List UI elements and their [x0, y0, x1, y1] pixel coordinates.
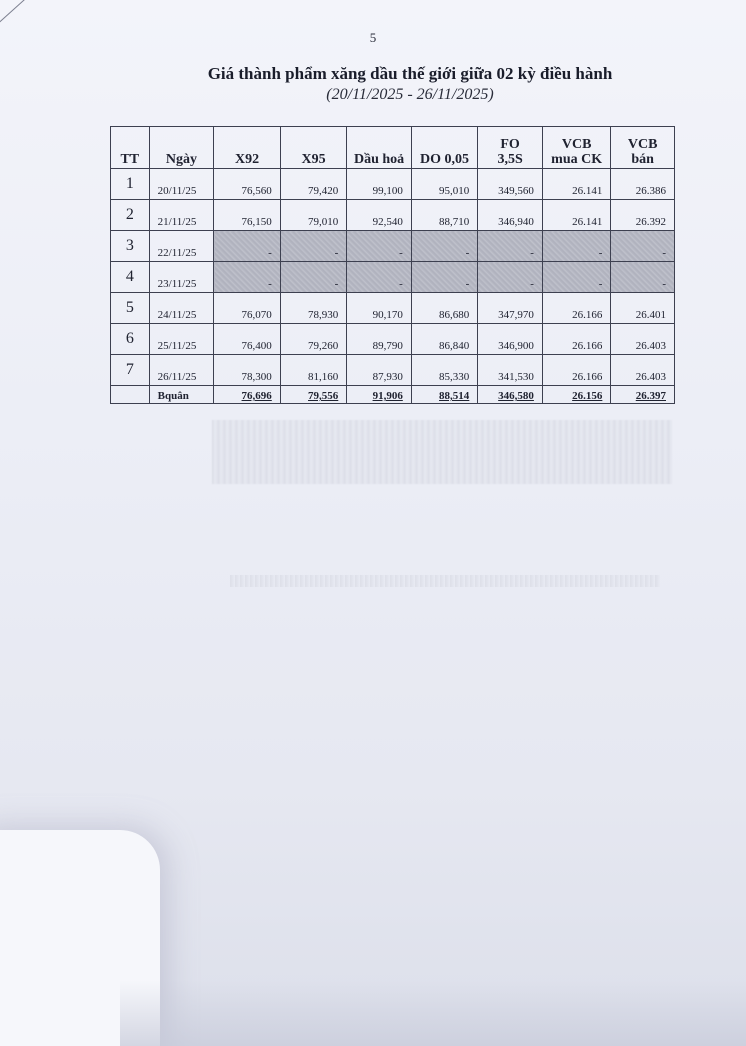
cell-vcb-ban: -: [611, 231, 675, 262]
cell-vcb-ban: 26.401: [611, 293, 675, 324]
cell-x92: -: [214, 231, 280, 262]
average-vcb-ban: 26.397: [611, 386, 675, 404]
cell-vcb-mua: 26.166: [542, 293, 610, 324]
cell-fo: 341,530: [478, 355, 543, 386]
cell-date: 20/11/25: [149, 169, 214, 200]
cell-dau-hoa: 87,930: [347, 355, 412, 386]
header-vcb-mua: [542, 127, 610, 169]
cell-fo: -: [478, 231, 543, 262]
cell-do: 86,840: [411, 324, 477, 355]
cell-dau-hoa: 99,100: [347, 169, 412, 200]
cell-fo: 347,970: [478, 293, 543, 324]
cell-dau-hoa: 89,790: [347, 324, 412, 355]
cell-vcb-mua: -: [542, 231, 610, 262]
cell-vcb-mua: 26.141: [542, 169, 610, 200]
header-fo-line2: 3,5S: [497, 152, 523, 167]
cell-fo: -: [478, 262, 543, 293]
scan-smudge: [212, 420, 672, 484]
cell-do: 86,680: [411, 293, 477, 324]
table-header-row: [111, 127, 675, 169]
average-do: 88,514: [411, 386, 477, 404]
table-row: [111, 293, 675, 324]
cell-do: -: [411, 231, 477, 262]
cell-vcb-mua: 26.166: [542, 355, 610, 386]
cell-vcb-ban: -: [611, 262, 675, 293]
table-row: [111, 231, 675, 262]
page-number: 5: [369, 30, 377, 45]
header-dau-hoa: Dầu hoả: [347, 127, 412, 169]
cell-do: 85,330: [411, 355, 477, 386]
cell-vcb-ban: 26.403: [611, 324, 675, 355]
average-dau-hoa: 91,906: [347, 386, 412, 404]
table-row: [111, 262, 675, 293]
cell-do: -: [411, 262, 477, 293]
cell-dau-hoa: -: [347, 231, 412, 262]
header-ngay: Ngày: [149, 127, 214, 169]
cell-tt: 7: [111, 355, 150, 386]
cell-date: 24/11/25: [149, 293, 214, 324]
cell-tt-empty: [111, 386, 150, 404]
cell-fo: 349,560: [478, 169, 543, 200]
cell-x92: 76,400: [214, 324, 280, 355]
table-row: [111, 324, 675, 355]
cell-vcb-mua: 26.141: [542, 200, 610, 231]
cell-x95: 79,260: [280, 324, 346, 355]
cell-x92: -: [214, 262, 280, 293]
cell-x92: 76,150: [214, 200, 280, 231]
cell-fo: 346,940: [478, 200, 543, 231]
header-vcb-ban: [611, 127, 675, 169]
average-x95: 79,556: [280, 386, 346, 404]
cell-x95: -: [280, 231, 346, 262]
header-x92: X92: [214, 127, 280, 169]
average-vcb-mua: 26.156: [542, 386, 610, 404]
header-fo: [478, 127, 543, 169]
cell-tt: 5: [111, 293, 150, 324]
header-vcb-mua-line1: VCB: [561, 137, 592, 152]
cell-dau-hoa: 92,540: [347, 200, 412, 231]
header-vcb-mua-line2: mua CK: [551, 152, 603, 167]
table-row: [111, 355, 675, 386]
cell-vcb-mua: 26.166: [542, 324, 610, 355]
cell-x95: -: [280, 262, 346, 293]
cell-date: 22/11/25: [149, 231, 214, 262]
table-row: [111, 200, 675, 231]
cell-x95: 78,930: [280, 293, 346, 324]
cell-vcb-ban: 26.392: [611, 200, 675, 231]
cell-vcb-mua: -: [542, 262, 610, 293]
cell-tt: 4: [111, 262, 150, 293]
bottom-shadow: [120, 980, 746, 1046]
cell-fo: 346,900: [478, 324, 543, 355]
cell-x95: 79,010: [280, 200, 346, 231]
cell-vcb-ban: 26.403: [611, 355, 675, 386]
table-row: [111, 169, 675, 200]
header-vcb-ban-line1: VCB: [627, 137, 658, 152]
paper-fold-line: [0, 0, 58, 31]
cell-do: 88,710: [411, 200, 477, 231]
scan-smudge: [230, 575, 660, 587]
header-fo-line1: FO: [500, 137, 520, 152]
cell-tt: 2: [111, 200, 150, 231]
header-tt: TT: [111, 127, 150, 169]
average-row: [111, 386, 675, 404]
header-x95: X95: [280, 127, 346, 169]
average-x92: 76,696: [214, 386, 280, 404]
cell-tt: 3: [111, 231, 150, 262]
cell-x95: 81,160: [280, 355, 346, 386]
cell-do: 95,010: [411, 169, 477, 200]
cell-date: 25/11/25: [149, 324, 214, 355]
cell-date: 21/11/25: [149, 200, 214, 231]
cell-tt: 6: [111, 324, 150, 355]
document-title: Giá thành phẩm xăng dầu thế giới giữa 02 kỳ điều hành: [207, 64, 613, 83]
cell-date: 23/11/25: [149, 262, 214, 293]
cell-dau-hoa: 90,170: [347, 293, 412, 324]
cell-x95: 79,420: [280, 169, 346, 200]
cell-x92: 76,070: [214, 293, 280, 324]
average-label: Bquân: [149, 386, 214, 404]
cell-tt: 1: [111, 169, 150, 200]
cell-dau-hoa: -: [347, 262, 412, 293]
fuel-price-table: [110, 126, 675, 404]
document-subtitle: (20/11/2025 - 26/11/2025): [326, 86, 494, 103]
cell-date: 26/11/25: [149, 355, 214, 386]
cell-vcb-ban: 26.386: [611, 169, 675, 200]
cell-x92: 78,300: [214, 355, 280, 386]
header-do: DO 0,05: [411, 127, 477, 169]
average-fo: 346,580: [478, 386, 543, 404]
cell-x92: 76,560: [214, 169, 280, 200]
header-vcb-ban-line2: bán: [631, 152, 654, 167]
